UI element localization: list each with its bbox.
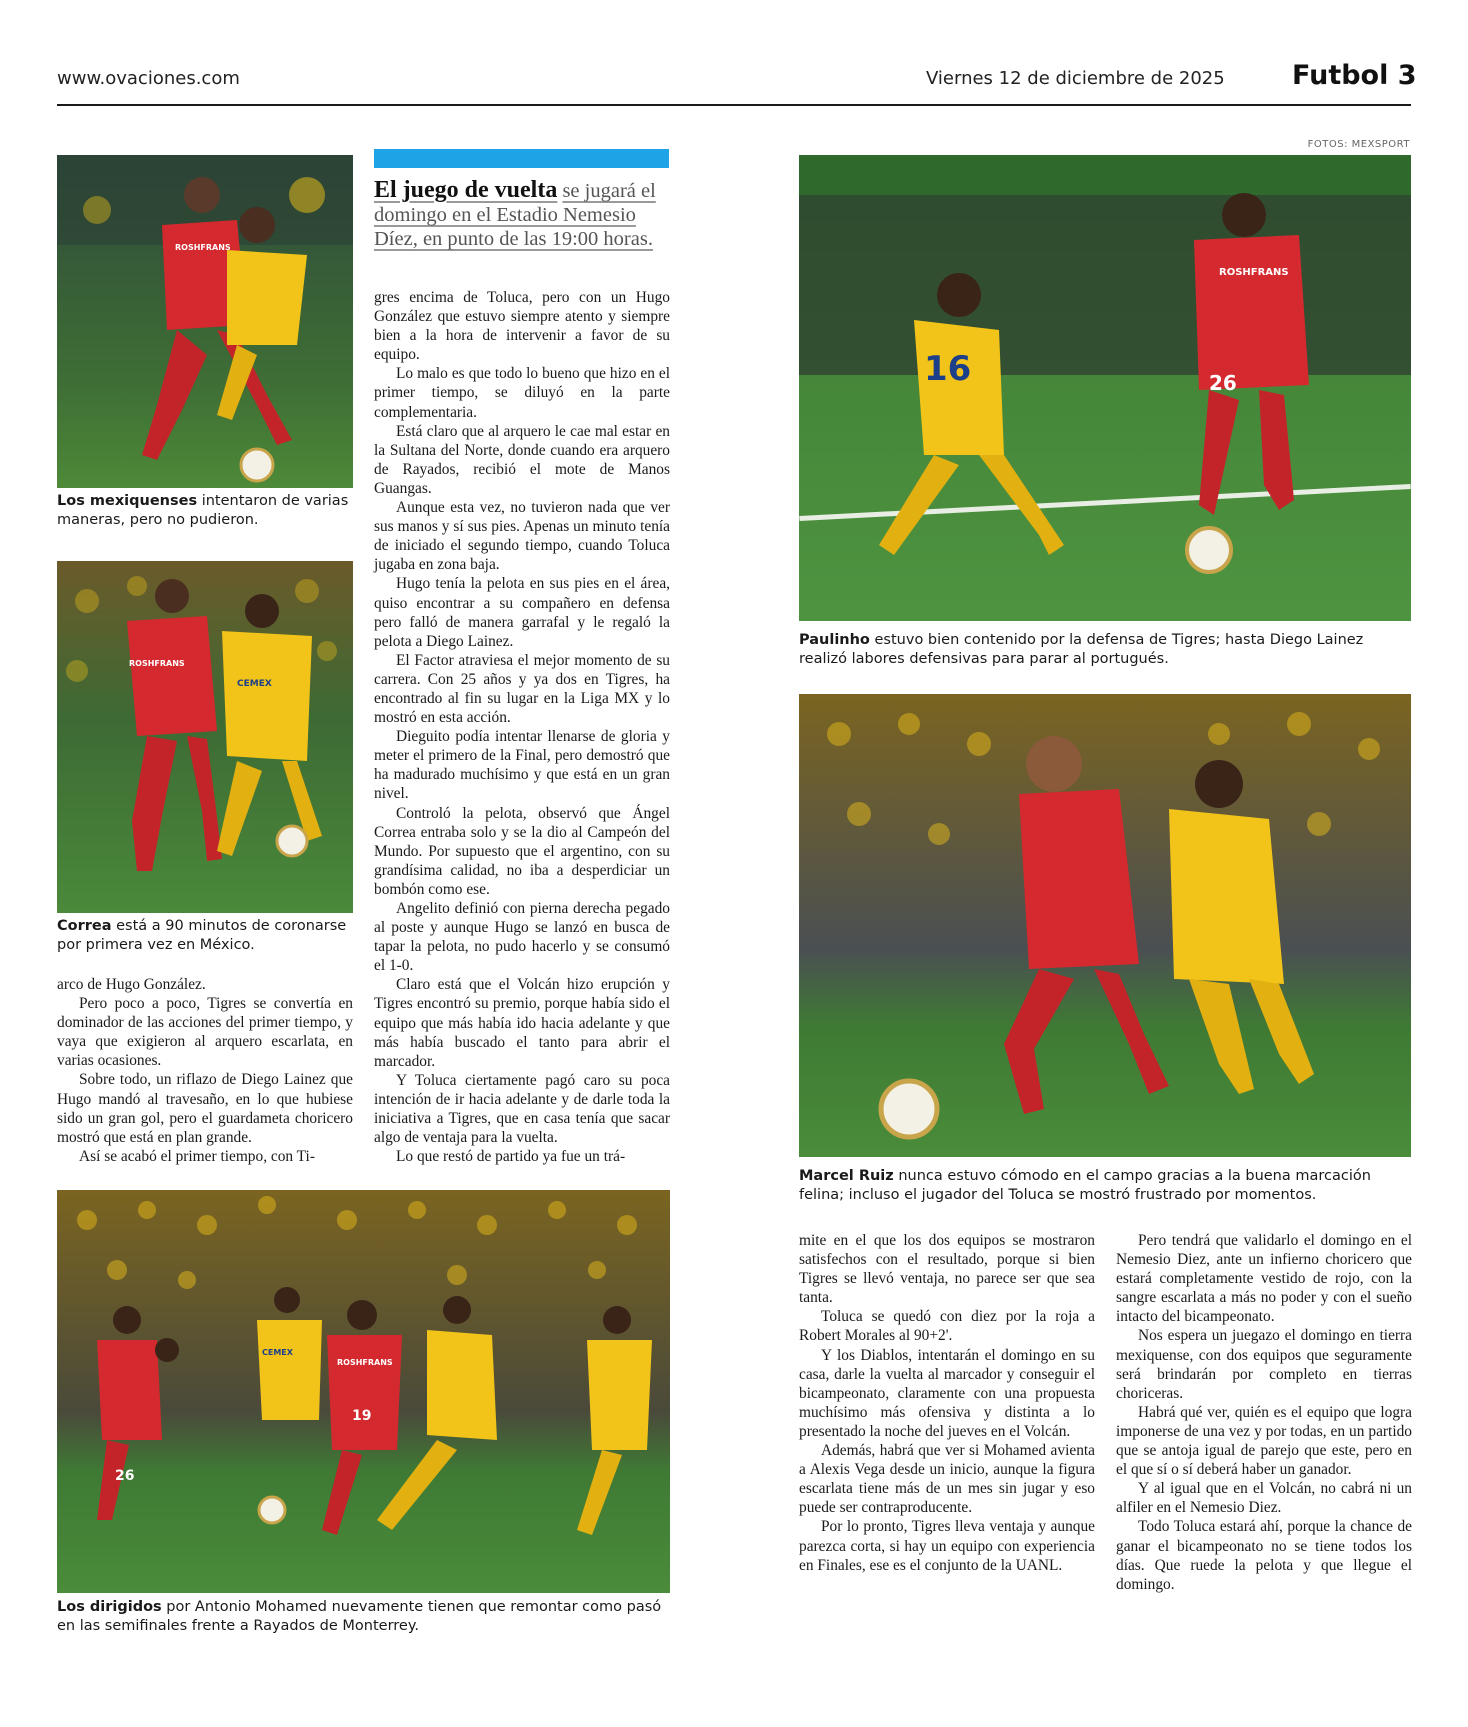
photo-correa [57,561,353,913]
caption-text: está a 90 minutos de coronarse por primera vez en México. [57,918,347,953]
photo-marcel-ruiz [799,694,1411,1157]
caption-text: estuvo bien contenido por la defensa de Tigres; hasta Diego Lainez realizó labores defensivas para parar al portugués. [799,632,1364,667]
pull-quote-lead: El juego de vuelta [374,177,558,203]
paragraph: Hugo tenía la pelota en sus pies en el área, quiso encontrar a su compañero en defensa pero falló de manera garrafal y le regaló la pelota a Diego Lainez. [374,575,670,650]
caption-lead: Los mexiquenses [57,493,198,509]
caption-mexiquenses [57,492,357,530]
photo-mexiquenses [57,155,353,488]
pull-quote-text: se jugará el domingo en el Estadio Nemesio Díez, en punto de las 19:00 horas. [374,180,656,250]
header-rule [57,104,1411,106]
paragraph: Y Toluca ciertamente pagó caro su poca intención de ir hacia adelante y de darle toda la iniciativa a Tigres, que en casa tenía que sacar algo de ventaja para la vuelta. [374,1071,670,1147]
paragraph: Nos espera un juegazo el domingo en tierra mexiquense, con dos equipos que seguramente será brindarán por completo en tierras choriceras. [1116,1327,1412,1402]
paragraph: Además, habrá que ver si Mohamed avienta a Alexis Vega desde un inicio, aunque la figura escarlata tiene más de un mes sin jugar y eso puede ser contraproducente. [799,1442,1095,1517]
article-column-2 [374,288,670,1166]
paragraph: Y los Diablos, intentarán el domingo en su casa, darle la vuelta al marcador y conseguir el bicampeonato, claramente con una propuesta muchísimo más ofensiva y distinta a lo presentado la noche del jueves en el Volcán. [799,1346,1095,1440]
caption-lead: Correa [57,918,112,934]
photo3-number-26: 26 [1209,371,1237,395]
photo5-number-26: 26 [115,1468,135,1484]
caption-lead: Paulinho [799,632,870,648]
photo3-number-16: 16 [924,349,972,389]
paragraph: mite en el que los dos equipos se mostraron satisfechos con el resultado, porque si bien Tigres se llevó ventaja, no parece ser que sea tanta. [799,1232,1095,1307]
article-column-3 [799,1231,1095,1575]
photo5-sponsor-red-text: ROSHFRANS [337,1358,393,1367]
pull-quote [374,178,672,251]
paragraph: Por lo pronto, Tigres lleva ventaja y aunque parezca corta, si hay un equipo con experiencia en Finales, ese es el conjunto de la UANL. [799,1518,1095,1574]
paragraph: Habrá qué ver, quién es el equipo que logra imponerse de una vez y por todas, en un partido que se antoja igual de parejo que este, pero en el que sí o sí deberá haber un ganador. [1116,1403,1412,1479]
paragraph: Toluca se quedó con diez por la roja a Robert Morales al 90+2'. [799,1308,1095,1345]
paragraph: Está claro que al arquero le cae mal estar en la Sultana del Norte, donde cuando era arquero de Rayados, recibió el mote de Manos Guangas. [374,422,670,497]
caption-text: intentaron de varias maneras, pero no pudieron. [57,493,349,528]
paragraph: Sobre todo, un riflazo de Diego Lainez que Hugo mandó al travesaño, en lo que hubiese sido un gran gol, pero el guardameta choricero mostró que está en plan grande. [57,1071,353,1146]
paragraph: Así se acabó el primer tiempo, con Ti- [79,1147,315,1165]
article-column-4 [1116,1231,1412,1594]
paragraph: arco de Hugo González. [57,976,206,993]
caption-paulinho [799,631,1411,669]
paragraph: Lo que restó de partido ya fue un trá- [396,1148,626,1166]
paragraph: Claro está que el Volcán hizo erupción y Tigres encontró su premio, porque había sido el equipo que más había ido hacia adelante y que más había buscado el tanto para abrir el marcador. [374,976,670,1070]
photo-dirigidos [57,1190,670,1593]
paragraph: Dieguito podía intentar llenarse de gloria y meter el primero de la Final, pero demostró que ha madurado muchísimo y que está en un gran nivel. [374,728,670,803]
issue-date: Viernes 12 de diciembre de 2025 [926,68,1225,89]
paragraph: Pero poco a poco, Tigres se convertía en dominador de las acciones del primer tiempo, y vaya que exigieron al arquero escarlata, en varias ocasiones. [57,995,353,1070]
photo-credit: FOTOS: MEXSPORT [1307,139,1410,150]
article-column-1 [57,975,353,1166]
site-url[interactable]: www.ovaciones.com [57,68,240,89]
caption-marcel-ruiz [799,1167,1411,1205]
paragraph: Aunque esta vez, no tuvieron nada que ver sus manos y sí sus pies. Apenas un minuto tenía de iniciado el segundo tiempo, cuando Toluca jugaba en zona baja. [374,499,670,574]
section-title: Futbol 3 [1292,60,1417,91]
caption-correa [57,917,357,955]
caption-text: nunca estuvo cómodo en el campo gracias a la buena marcación felina; incluso el jugador del Toluca se mostró frustrado por momentos. [799,1168,1371,1203]
caption-dirigidos [57,1598,669,1636]
photo3-sponsor-red-text: ROSHFRANS [1219,267,1289,278]
paragraph: Controló la pelota, observó que Ángel Correa entraba solo y se la dio al Campeón del Mundo. Por supuesto que el argentino, con su grandísima calidad, no iba a desperdiciar un bombón como ese. [374,804,670,898]
paragraph: Todo Toluca estará ahí, porque la chance de ganar el bicampeonato no se tiene todos los días. Que ruede la pelota y que llegue el domingo. [1116,1518,1412,1593]
photo5-number-19: 19 [352,1408,372,1424]
paragraph: gres encima de Toluca, pero con un Hugo González que estuvo siempre atento y siempre bien a la hora de intervenir a favor de su equipo. [374,289,670,364]
paragraph: El Factor atraviesa el mejor momento de su carrera. Con 25 años y ya dos en Tigres, ha encontrado al fin su lugar en la Liga MX y lo mostró en esta acción. [374,651,670,727]
paragraph: Lo malo es que todo lo bueno que hizo en el primer tiempo, se diluyó en la parte complementaria. [374,365,670,421]
photo2-sponsor-gold-text: CEMEX [237,679,272,689]
photo-paulinho [799,155,1411,621]
pull-quote-bar [374,149,669,168]
paragraph: Y al igual que en el Volcán, no cabrá ni un alfiler en el Nemesio Diez. [1116,1480,1412,1517]
caption-text: por Antonio Mohamed nuevamente tienen que remontar como pasó en las semifinales frente a Rayados de Monterrey. [57,1599,662,1634]
photo1-sponsor-text: ROSHFRANS [175,243,231,252]
paragraph: Angelito definió con pierna derecha pegado al poste y aunque Hugo se lanzó en busca de tapar la pelota, no pudo hacerlo y se consumó el 1-0. [374,900,670,975]
caption-lead: Los dirigidos [57,1599,162,1615]
caption-lead: Marcel Ruiz [799,1168,894,1184]
photo5-sponsor-gold-text: CEMEX [262,1348,293,1357]
paragraph: Pero tendrá que validarlo el domingo en el Nemesio Diez, ante un infierno choricero que estará completamente vestido de rojo, con la sangre escarlata a más no poder y con el sueño intacto del bicampeonato. [1116,1232,1412,1326]
photo2-sponsor-red-text: ROSHFRANS [129,659,185,668]
